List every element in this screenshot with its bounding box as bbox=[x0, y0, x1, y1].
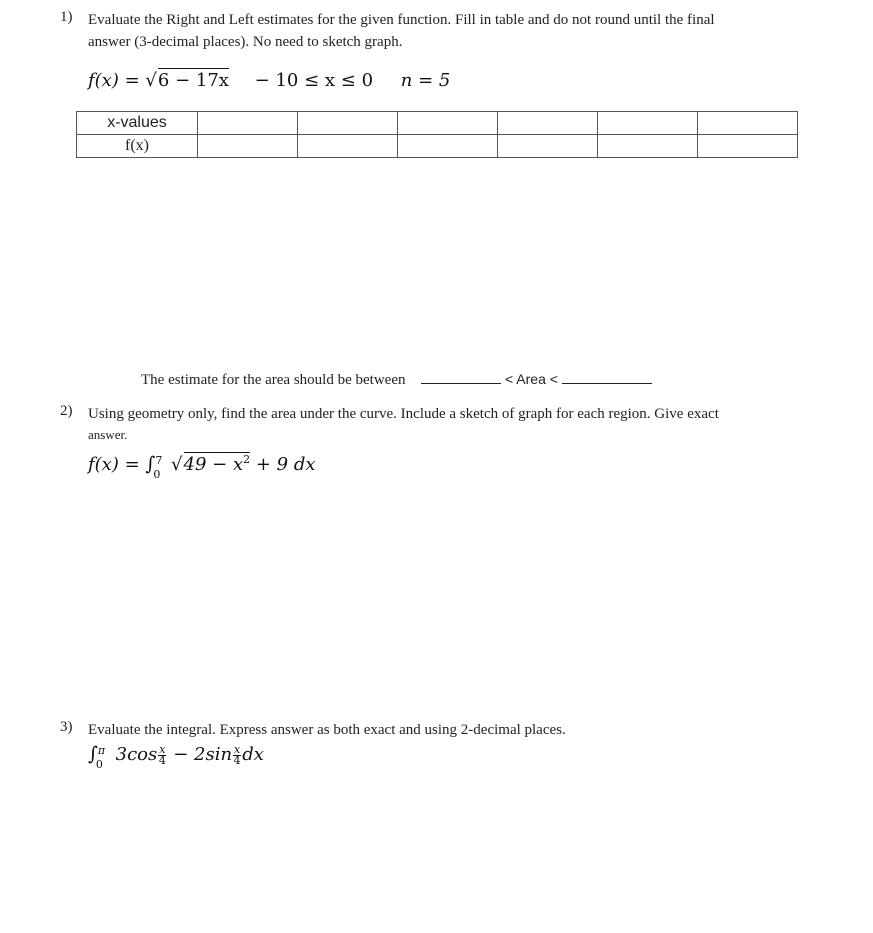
q1-line2: answer (3-decimal places). No need to sketch graph. bbox=[88, 34, 403, 50]
table-row-xvalues bbox=[77, 112, 798, 135]
q1-sqrt: √6 − 17x bbox=[145, 70, 229, 91]
q1-values-table bbox=[76, 111, 798, 158]
q3-upper-limit: π bbox=[97, 744, 106, 757]
fx-cell[interactable] bbox=[298, 135, 398, 158]
xvalue-cell[interactable] bbox=[698, 112, 798, 135]
q2-upper-limit: 7 bbox=[155, 454, 163, 467]
q3-term2: − 2sin bbox=[173, 744, 233, 765]
q1-interval: − 10 ≤ x ≤ 0 bbox=[254, 70, 374, 91]
q2-tail: + 9 dx bbox=[255, 454, 316, 475]
q2-number: 2) bbox=[60, 403, 73, 419]
q2-lower-limit: 0 bbox=[153, 468, 161, 481]
fx-cell[interactable] bbox=[498, 135, 598, 158]
q2-sqrt: $√49 - x^2$ bbox=[171, 453, 251, 475]
xvalue-cell[interactable] bbox=[498, 112, 598, 135]
q1-fx-lhs: f(x) = bbox=[88, 70, 140, 91]
q3-line1: Evaluate the integral. Express answer as both exact and using 2-decimal places. bbox=[88, 722, 566, 738]
q2-fx-lhs: f(x) = bbox=[88, 454, 140, 475]
fx-cell[interactable] bbox=[398, 135, 498, 158]
q1-n: n = 5 bbox=[400, 70, 451, 91]
q3-number: 3) bbox=[60, 719, 73, 735]
q1-line1: Evaluate the Right and Left estimates for the given function. Fill in table and do not round until the final bbox=[88, 12, 715, 28]
q2-radicand: 49 − x bbox=[183, 454, 244, 475]
q1-estimate-line bbox=[141, 368, 652, 391]
q2-instructions bbox=[88, 403, 848, 445]
q3-frac-2: $\frac{x}{4}$ bbox=[233, 742, 241, 767]
q2-line2: answer. bbox=[88, 427, 128, 442]
xvalue-cell[interactable] bbox=[598, 112, 698, 135]
q2-function bbox=[88, 452, 316, 481]
xvalues-label: x-values bbox=[77, 112, 198, 135]
q1-radicand: 6 − 17x bbox=[157, 70, 229, 91]
q3-integral bbox=[88, 742, 264, 771]
q1-instructions bbox=[88, 9, 848, 53]
lower-bound-blank[interactable] bbox=[421, 369, 501, 384]
table-row-fx bbox=[77, 135, 798, 158]
estimate-middle: < Area < bbox=[504, 371, 558, 387]
q2-exponent: 2 bbox=[243, 453, 251, 466]
xvalue-cell[interactable] bbox=[298, 112, 398, 135]
q1-number: 1) bbox=[60, 9, 73, 25]
xvalue-cell[interactable] bbox=[398, 112, 498, 135]
integral-sign-icon: ∫ bbox=[88, 743, 98, 765]
q3-frac-1: $\frac{x}{4}$ bbox=[158, 742, 166, 767]
fx-cell[interactable] bbox=[598, 135, 698, 158]
fx-cell[interactable] bbox=[198, 135, 298, 158]
upper-bound-blank[interactable] bbox=[562, 369, 652, 384]
q1-function bbox=[88, 68, 450, 91]
q2-line1: Using geometry only, find the area under the curve. Include a sketch of graph for each region. Give exact bbox=[88, 406, 719, 422]
fx-label: f(x) bbox=[77, 135, 198, 158]
integral-sign-icon: ∫ bbox=[145, 453, 156, 475]
fx-cell[interactable] bbox=[698, 135, 798, 158]
estimate-prefix: The estimate for the area should be between bbox=[141, 372, 406, 388]
q3-dx: dx bbox=[242, 744, 264, 765]
q3-lower-limit: 0 bbox=[95, 758, 103, 771]
q3-term1: 3cos bbox=[115, 744, 158, 765]
xvalue-cell[interactable] bbox=[198, 112, 298, 135]
